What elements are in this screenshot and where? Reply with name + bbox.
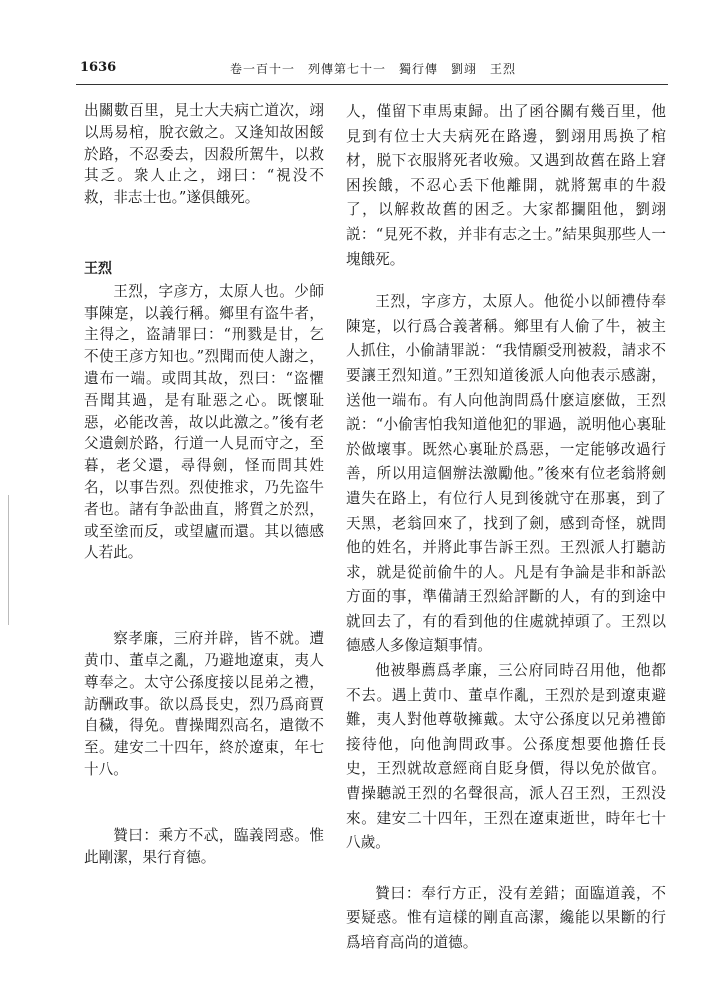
translation-paragraph-2: 王烈，字彦方，太原人。他從小以師禮侍奉陳寔，以行爲合義著稱。鄉里有人偷了牛，被主人抓住，小偷請罪説：“我情願受刑被殺，請求不要讓王烈知道。”王烈知道後派人向他表示感謝，送他一端布。有人向他詢問爲什麽這麽做，王烈説：“小偷害怕我知道他犯的罪過，説明他心裏耻於做壞事。既然心裏耻於爲惡，一定能够改過行善，所以用這個辦法激勵他。”後來有位老翁將劍遺失在路上，有位行人見到後就守在那裏，到了天黑，老翁回來了，找到了劍，感到奇怪，就問他的姓名，并將此事告訴王烈。王烈派人打聽訪求，就是從前偷牛的人。凡是有争論是非和訴訟方面的事，準備請王烈給評斷的人，有的到途中就回去了，有的看到他的住處就掉頭了。王烈以德感人多像這類事情。 bbox=[346, 293, 666, 655]
translation-paragraph-3: 他被舉薦爲孝廉，三公府同時召用他，他都不去。遇上黄巾、董卓作亂，王烈於是到遼東避難，夷人對他尊敬擁戴。太守公孫度以兄弟禮節接待他，向他詢問政事。公孫度想要他擔任長史，王烈就故意經商自貶身價，得以免於做官。曹操聽説王烈的名聲很高，派人召王烈，王烈没來。建安二十四年，王烈在遼東逝世，時年七十八歲。 bbox=[346, 662, 666, 852]
translation-column bbox=[346, 100, 666, 956]
classical-paragraph-1: 出關數百里，見士大夫病亡道次，翊以馬易棺，脫衣斂之。又逢知故困餒於路，不忍委去，因殺所駕牛，以救其乏。衆人止之，翊曰：“視没不救，非志士也。”遂俱餓死。 bbox=[84, 102, 324, 207]
classical-paragraph-2: 王烈，字彦方，太原人也。少師事陳寔，以義行稱。鄉里有盗牛者，主得之，盗請罪曰：“刑戮是甘，乞不使王彦方知也。”烈聞而使人謝之，遺布一端。或問其故，烈曰：“盗懼吾聞其過，是有耻惡之心。既懷耻惡，必能改善，故以此激之。”後有老父遺劍於路，行道一人見而守之，至暮，老父還，尋得劍，怪而問其姓名，以事告烈。烈使推求，乃先盗牛者也。諸有争訟曲直，將質之於烈，或至塗而反，或望廬而還。其以德感人若此。 bbox=[84, 282, 324, 562]
classical-paragraph-3: 察孝廉，三府并辟，皆不就。遭黄巾、董卓之亂，乃避地遼東，夷人尊奉之。太守公孫度接以昆弟之禮，訪酬政事。欲以爲長史，烈乃爲商賈自穢，得免。曹操聞烈高名，遣徵不至。建安二十四年，終於遼東，年七十八。 bbox=[84, 630, 324, 778]
running-head: 卷一百十一 列傳第七十一 獨行傳 劉翊 王烈 bbox=[230, 62, 517, 76]
classical-text-column bbox=[84, 100, 324, 868]
translation-eulogy: 贊曰：奉行方正，没有差錯；面臨道義，不要疑惑。惟有這樣的剛直高潔，纔能以果斷的行爲培育高尚的道德。 bbox=[346, 884, 666, 951]
header-rule bbox=[76, 84, 668, 85]
binding-mark bbox=[8, 495, 9, 625]
classical-eulogy: 贊曰：乘方不忒，臨義罔惑。惟此剛潔，果行育德。 bbox=[84, 826, 324, 866]
section-heading: 王烈 bbox=[84, 260, 112, 277]
page-number: 1636 bbox=[80, 60, 117, 75]
translation-paragraph-1: 人，僅留下車馬東歸。出了函谷關有幾百里，他見到有位士大夫病死在路邊，劉翊用馬换了棺材，脱下衣服將死者收殮。又遇到故舊在路上窘困挨餓，不忍心丢下他離開，就將駕車的牛殺了，以解救故舊的困乏。大家都攔阻他，劉翊説：“見死不救，并非有志之士。”結果與那些人一塊餓死。 bbox=[346, 103, 666, 268]
